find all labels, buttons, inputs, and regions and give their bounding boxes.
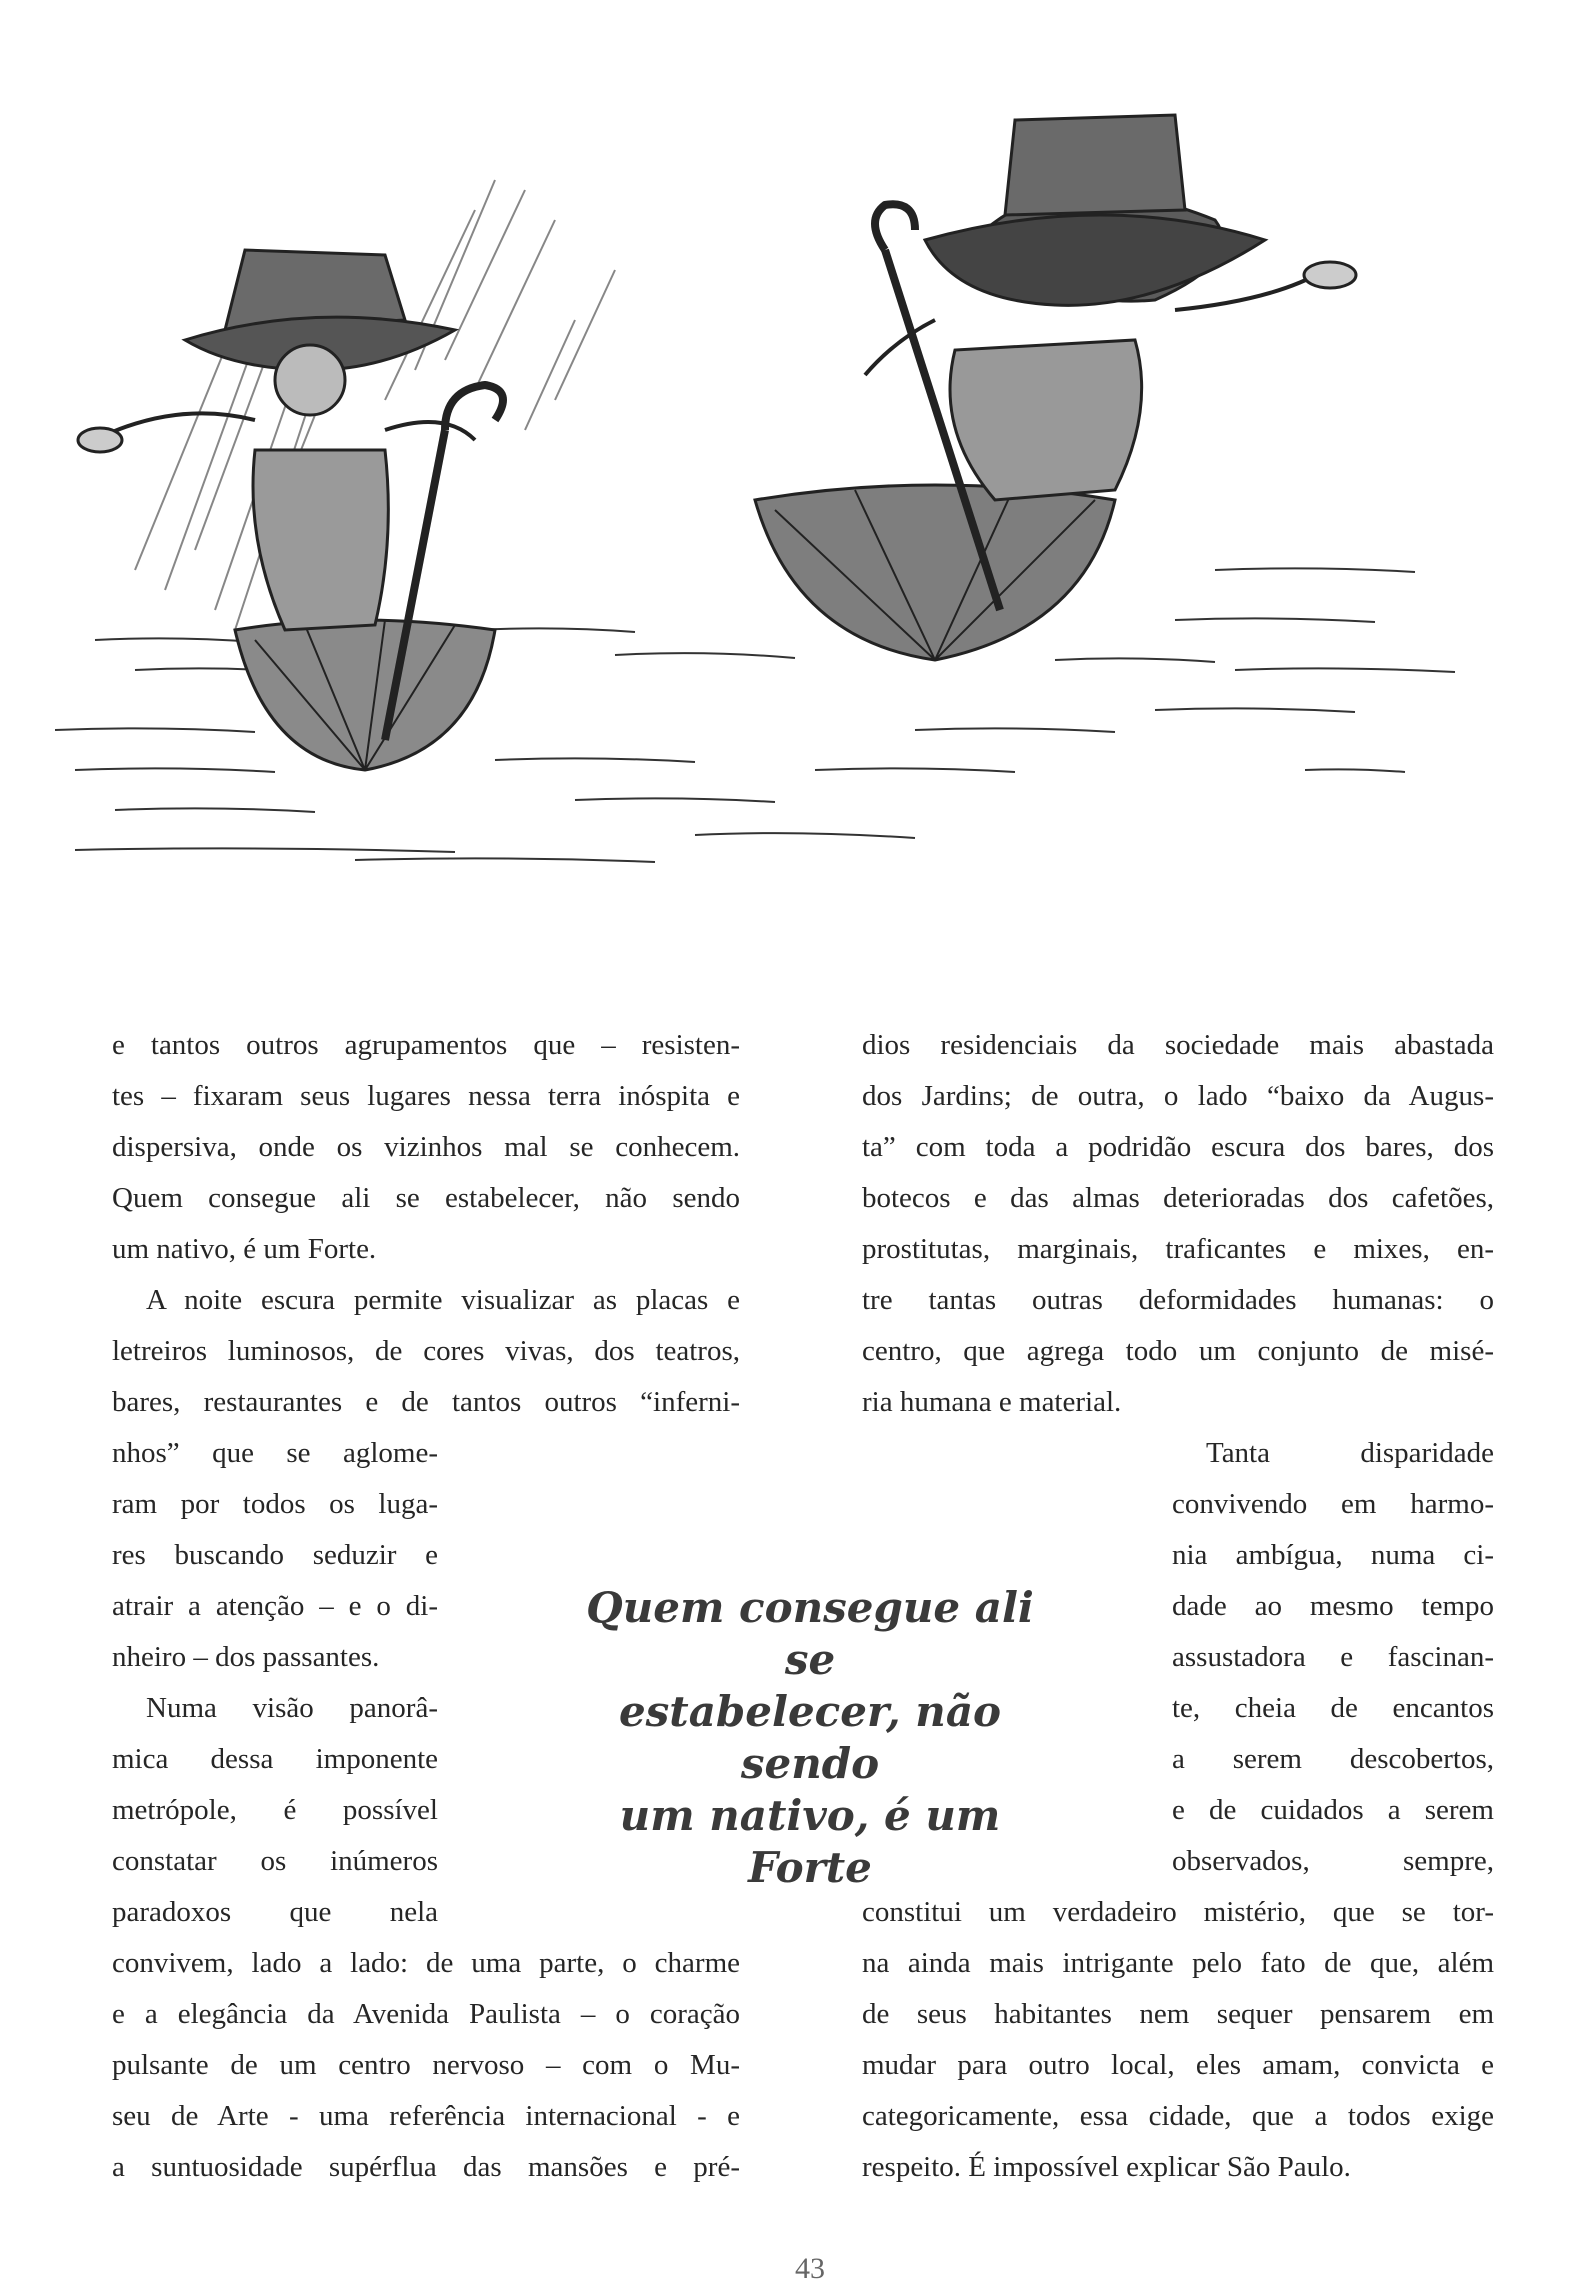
text-line: prostitutas, marginais, traficantes e mixes, en- — [862, 1233, 1494, 1265]
text-line: te, cheia de encantos — [1172, 1692, 1494, 1724]
text-line: bares, restaurantes e de tantos outros “inferni- — [112, 1386, 740, 1418]
text-line: mudar para outro local, eles amam, convicta e — [862, 2049, 1494, 2081]
text-line: e de cuidados a serem — [1172, 1794, 1494, 1826]
text-line: nia ambígua, numa ci- — [1172, 1539, 1494, 1571]
text-line: res buscando seduzir e — [112, 1539, 438, 1571]
text-line: observados, sempre, — [1172, 1845, 1494, 1877]
text-line: seu de Arte - uma referência internacional - e — [112, 2100, 740, 2132]
text-line: mica dessa imponente — [112, 1743, 438, 1775]
text-line: letreiros luminosos, de cores vivas, dos teatros, — [112, 1335, 740, 1367]
water-lines — [55, 568, 1455, 862]
pull-quote — [560, 1582, 1060, 1894]
text-line: convivem, lado a lado: de uma parte, o charme — [112, 1947, 740, 1979]
right-paragraph-2 — [862, 1887, 1494, 2193]
text-line: atrair a atenção – e o di- — [112, 1590, 438, 1622]
right-paragraph-2-narrow — [1172, 1428, 1494, 1887]
text-line: tes – fixaram seus lugares nessa terra inóspita e — [112, 1080, 740, 1112]
text-line: A noite escura permite visualizar as placas e — [146, 1284, 740, 1316]
right-paragraph-1 — [862, 1020, 1494, 1428]
text-line: e a elegância da Avenida Paulista – o coração — [112, 1998, 740, 2030]
text-line: Tanta disparidade — [1206, 1437, 1494, 1469]
text-line: assustadora e fascinan- — [1172, 1641, 1494, 1673]
text-line: botecos e das almas deterioradas dos cafetões, — [862, 1182, 1494, 1214]
left-paragraph-2-narrow — [112, 1428, 438, 1683]
text-line: um nativo, é um Forte. — [112, 1233, 377, 1265]
text-line: nhos” que se aglome- — [112, 1437, 438, 1469]
text-line: constitui um verdadeiro mistério, que se tor- — [862, 1896, 1494, 1928]
text-line: metrópole, é possível — [112, 1794, 438, 1826]
text-line: centro, que agrega todo um conjunto de misé- — [862, 1335, 1494, 1367]
text-line: nheiro – dos passantes. — [112, 1641, 380, 1673]
text-line: paradoxos que nela — [112, 1896, 438, 1928]
text-line: constatar os inúmeros — [112, 1845, 438, 1877]
text-line: dios residenciais da sociedade mais abastada — [862, 1029, 1494, 1061]
page-number: 43 — [795, 2252, 825, 2285]
left-paragraph-1 — [112, 1020, 740, 1275]
text-line: dispersiva, onde os vizinhos mal se conhecem. — [112, 1131, 740, 1163]
right-figure — [755, 115, 1356, 660]
text-line: tre tantas outras deformidades humanas: o — [862, 1284, 1494, 1316]
text-line: dade ao mesmo tempo — [1172, 1590, 1494, 1622]
text-line: pulsante de um centro nervoso – com o Mu- — [112, 2049, 740, 2081]
umbrella-boats-illustration — [55, 70, 1535, 900]
text-line: ta” com toda a podridão escura dos bares, dos — [862, 1131, 1494, 1163]
text-line: categoricamente, essa cidade, que a todos exige — [862, 2100, 1494, 2132]
left-paragraph-3-narrow — [112, 1683, 438, 1938]
text-line: a serem descobertos, — [1172, 1743, 1494, 1775]
text-line: respeito. É impossível explicar São Paulo. — [862, 2151, 1351, 2183]
pull-quote-line: um nativo, é um Forte — [619, 1791, 1001, 1892]
left-figure — [78, 250, 503, 770]
text-line: Quem consegue ali se estabelecer, não sendo — [112, 1182, 740, 1214]
left-paragraph-3 — [112, 1938, 740, 2193]
text-line: e tantos outros agrupamentos que – resisten- — [112, 1029, 740, 1061]
text-line: ria humana e material. — [862, 1386, 1122, 1418]
left-paragraph-2 — [112, 1275, 740, 1428]
pull-quote-line: estabelecer, não sendo — [618, 1687, 1002, 1788]
text-line: convivendo em harmo- — [1172, 1488, 1494, 1520]
pull-quote-line: Quem consegue ali se — [586, 1583, 1034, 1684]
text-line: dos Jardins; de outra, o lado “baixo da Augus- — [862, 1080, 1494, 1112]
text-line: Numa visão panorâ- — [146, 1692, 438, 1724]
text-line: a suntuosidade supérflua das mansões e pré- — [112, 2151, 740, 2183]
text-line: ram por todos os luga- — [112, 1488, 438, 1520]
text-line: de seus habitantes nem sequer pensarem em — [862, 1998, 1494, 2030]
text-line: na ainda mais intrigante pelo fato de que, além — [862, 1947, 1494, 1979]
